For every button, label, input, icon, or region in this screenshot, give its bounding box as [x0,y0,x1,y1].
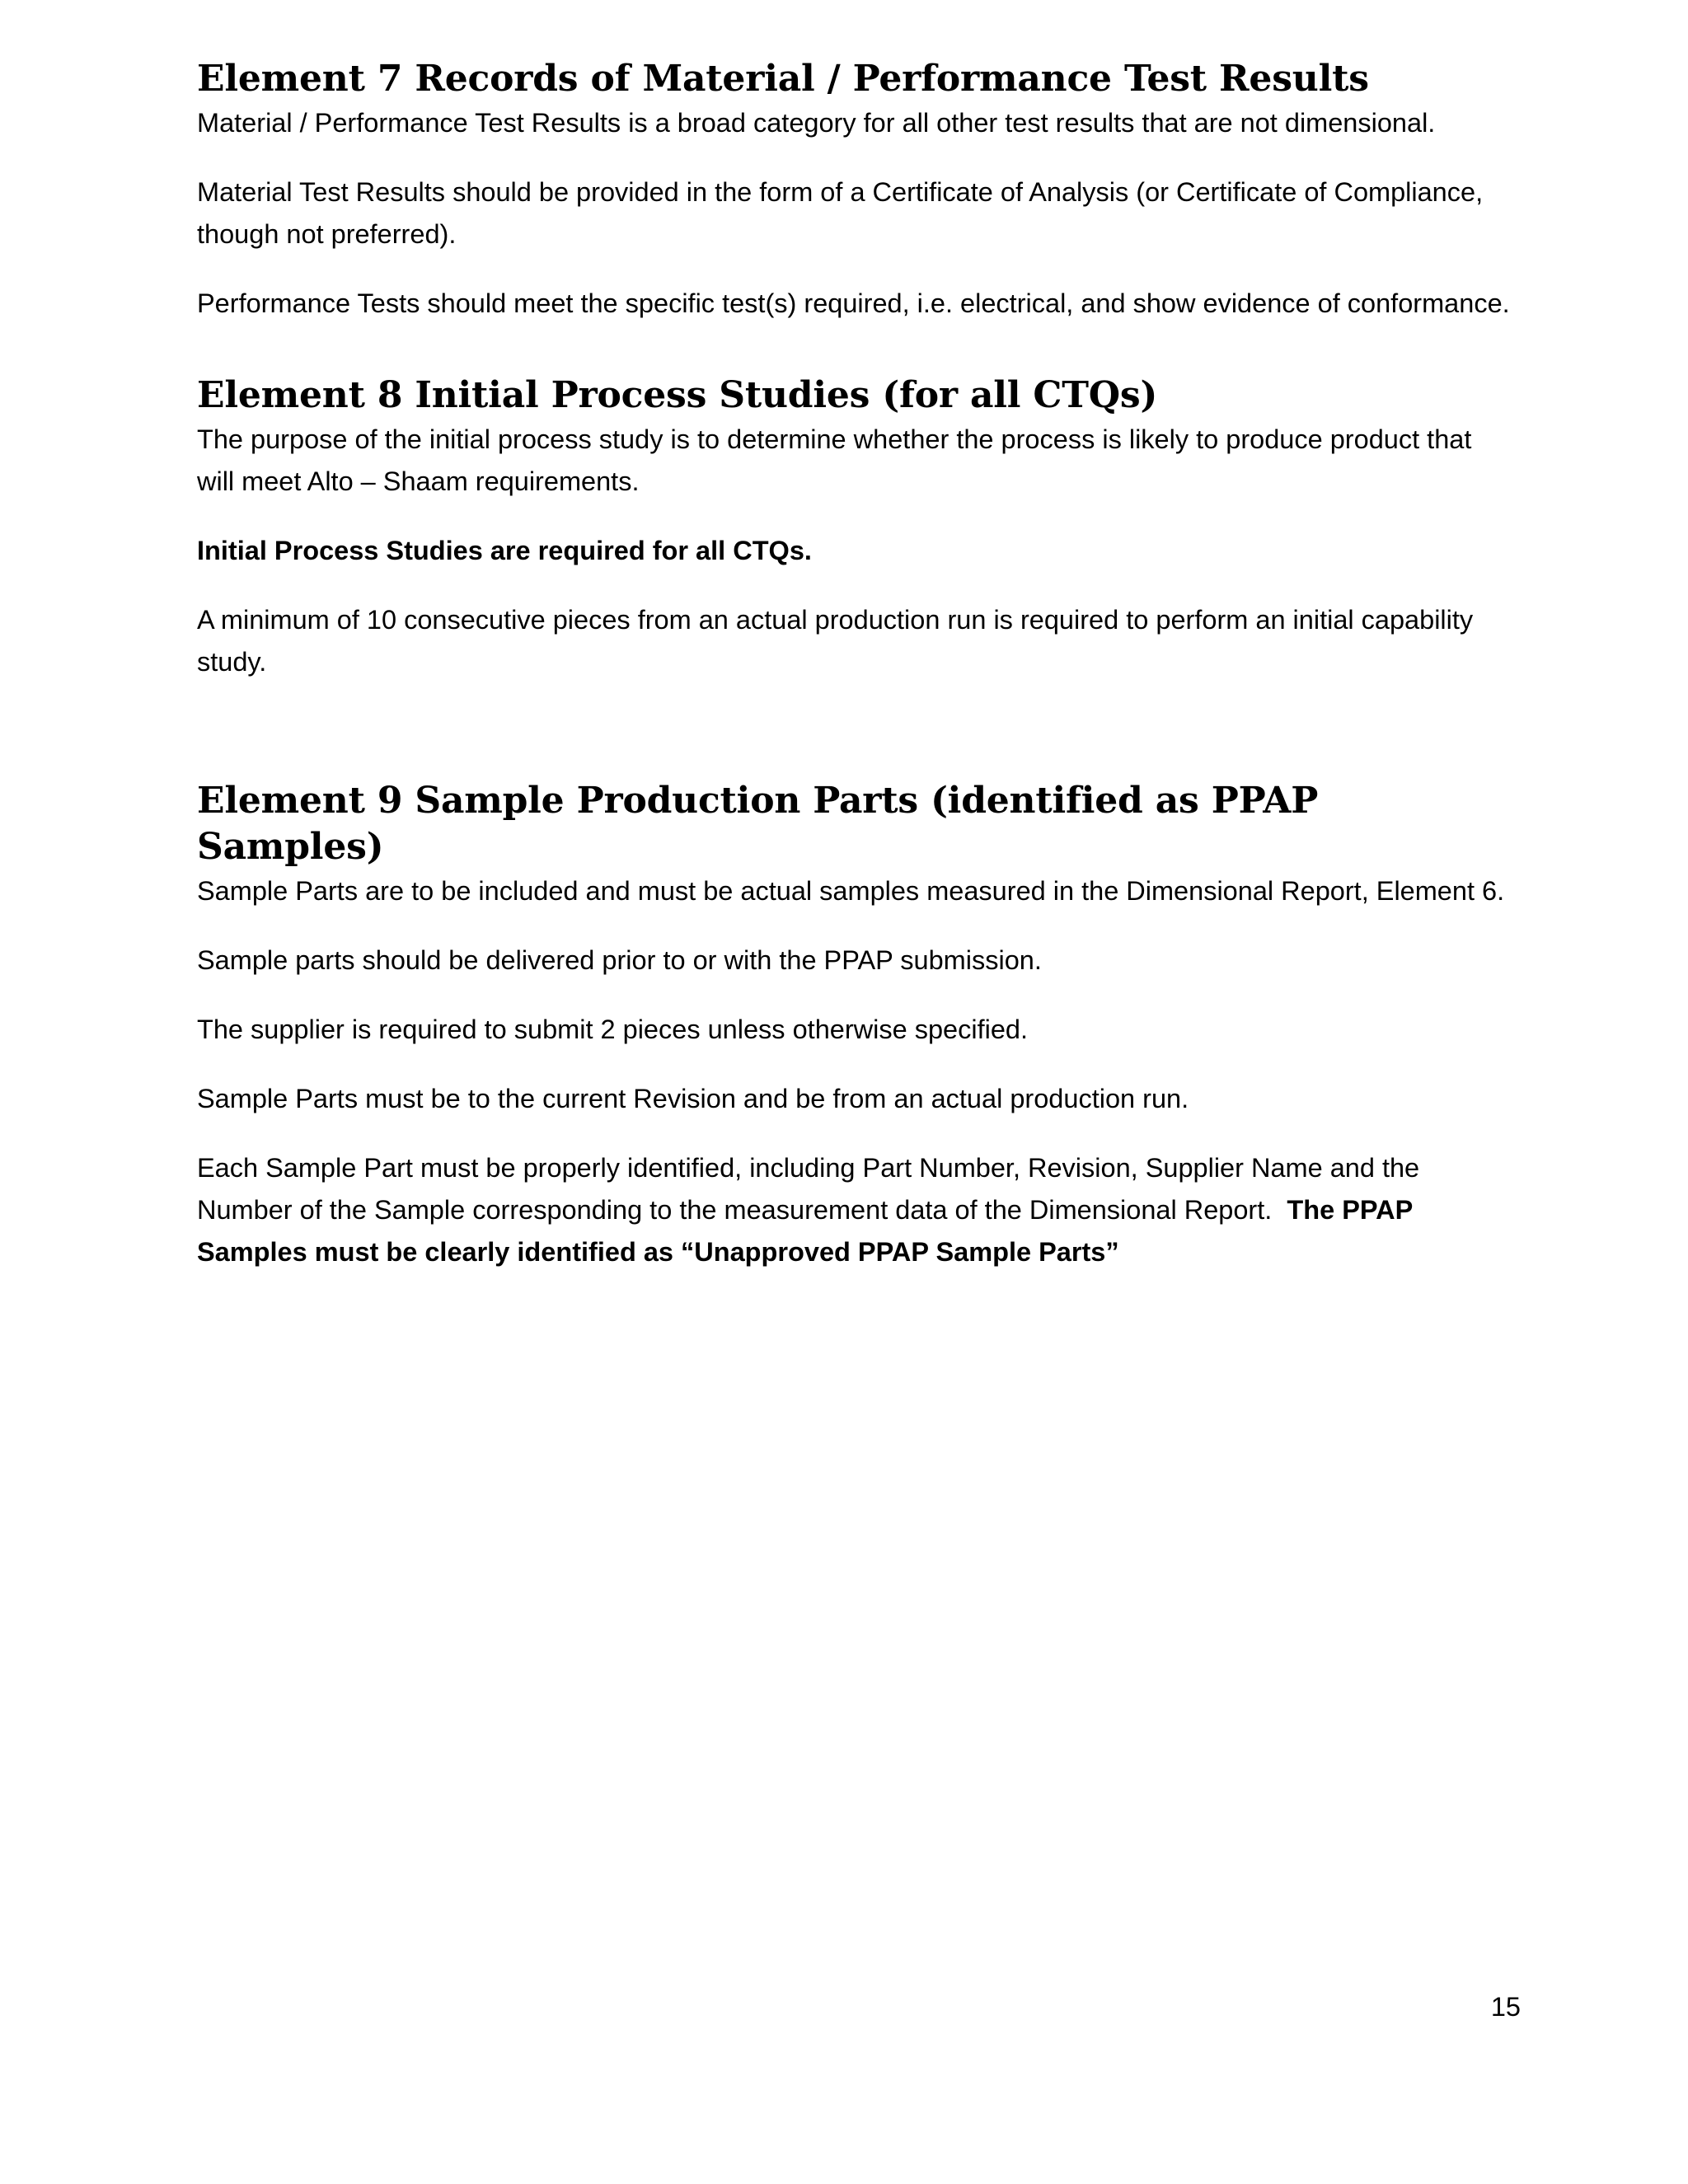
section-element-7 [197,56,1516,325]
paragraph: Material Test Results should be provided in the form of a Certificate of Analysis (or Certificate of Compliance, though not preferred). [197,177,1484,249]
page-content [197,56,1516,1301]
paragraph: Material / Performance Test Results is a broad category for all other test results that are not dimensional. [197,108,1436,138]
paragraph: Sample Parts must be to the current Revision and be from an actual production run. [197,1084,1189,1113]
section-element-9 [197,778,1516,1273]
paragraph: The purpose of the initial process study is to determine whether the process is likely to produce product that will meet Alto – Shaam requirements. [197,424,1472,496]
paragraph-with-emphasis [197,1147,1516,1273]
section-heading: Element 8 Initial Process Studies (for all CTQs) [197,374,1158,416]
section-heading: Element 9 Sample Production Parts (identified as PPAP Samples) [197,780,1319,868]
section-heading: Element 7 Records of Material / Performance Test Results [197,58,1369,100]
paragraph-text: Each Sample Part must be properly identified, including Part Number, Revision, Supplier Name and the Number of the Sample corresponding to the measurement data of the Dimensional Report. [197,1153,1420,1225]
paragraph: Performance Tests should meet the specific test(s) required, i.e. electrical, and show evidence of conformance. [197,288,1510,318]
bold-requirement-paragraph: Initial Process Studies are required for all CTQs. [197,536,812,565]
page-number: 15 [1490,1992,1521,2022]
paragraph: The supplier is required to submit 2 pieces unless otherwise specified. [197,1015,1029,1044]
paragraph: Sample parts should be delivered prior to or with the PPAP submission. [197,945,1042,975]
bold-emphasis-text: The PPAP Samples must be clearly identified as “Unapproved PPAP Sample Parts” [197,1195,1413,1267]
paragraph: Sample Parts are to be included and must be actual samples measured in the Dimensional Report, Element 6. [197,876,1505,906]
paragraph: A minimum of 10 consecutive pieces from an actual production run is required to perform an initial capability study. [197,605,1474,677]
section-element-8 [197,373,1516,683]
